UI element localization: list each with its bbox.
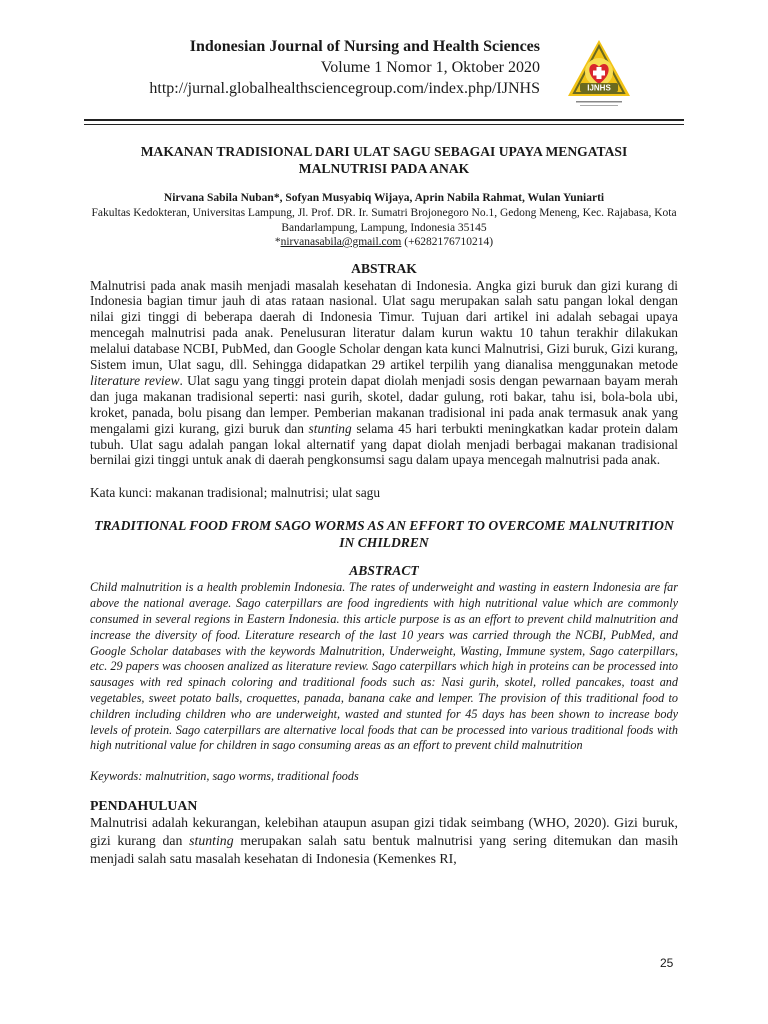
pendahuluan-text (90, 814, 678, 868)
abstrak-heading: ABSTRAK (351, 260, 417, 276)
abstract-keywords: Keywords: malnutrition, sago worms, traditional foods (90, 769, 359, 784)
pendahuluan-italic-stunting: stunting (189, 833, 234, 849)
pendahuluan-text-part2: merupakan salah satu bentuk malnutrisi yang sering ditemukan dan masih menjadi salah satu masalah kesehatan di Indonesia (Kemenkes RI, (90, 833, 678, 867)
pendahuluan-text-part1: Malnutrisi adalah kekurangan, kelebihan ataupun asupan gizi tidak seimbang (WHO, 2020). Gizi buruk, gizi kurang dan (90, 815, 678, 849)
abstrak-text-part2: . Ulat sagu yang tinggi protein dapat diolah menjadi sosis dengan pewarnaan bayam merah dan juga makanan tradisional seperti: nasi gurih, skotel, dadar gulung, roti bakar, tahu isi, bola-bola ubi, kroket, panada, bolu pisang dan lemper. Pemberian makanan tradisional ini pada anak termasuk anak yang mengalami gizi kurang, gizi buruk dan (90, 372, 678, 436)
contact-line (90, 235, 678, 250)
article-authors: Nirvana Sabila Nuban*, Sofyan Musyabiq Wijaya, Aprin Nabila Rahmat, Wulan Yuniarti (163, 192, 605, 204)
journal-title: Indonesian Journal of Nursing and Health Sciences (189, 38, 540, 55)
triangle-heart-logo-icon (566, 38, 632, 110)
english-title: TRADITIONAL FOOD FROM SAGO WORMS AS AN EFFORT TO OVERCOME MALNUTRITION IN CHILDREN (94, 518, 674, 551)
abstrak-keywords: Kata kunci: makanan tradisional; malnutrisi; ulat sagu (90, 485, 381, 501)
article-title: MAKANAN TRADISIONAL DARI ULAT SAGU SEBAGAI UPAYA MENGATASI MALNUTRISI PADA ANAK (140, 144, 628, 176)
journal-info (149, 36, 540, 99)
journal-volume: Volume 1 Nomor 1, Oktober 2020 (320, 59, 540, 76)
pendahuluan-heading: PENDAHULUAN (90, 798, 198, 814)
journal-header (0, 0, 768, 125)
header-rule-thin (84, 124, 684, 125)
author-phone: (+6282176710214) (401, 236, 494, 248)
article-body (90, 143, 678, 868)
header-rule-thick (84, 119, 684, 121)
email-prefix: * (274, 236, 281, 248)
abstrak-text (90, 278, 678, 469)
abstract-text: Child malnutrition is a health problemin Indonesia. The rates of underweight and wasting in eastern Indonesia are far above the national average. Sago caterpillars are food ingredients with high nutritional value which are commonly consumed in several regions in Eastern Indonesia. this article purpose is as an effort to prevent child malnutrition and increase the diversity of food. Literature research of the last 10 years was carried through the NCBI, PubMed, and Google Scholar databases with the keywords Malnutrition, Underweight, Wasting, Immune system, Sago caterpillars, etc. 29 papers was choosen analized as literature review. Sago caterpillars which high in proteins can be processed into sausages with red spinach coloring and traditional foods such as: Nasi gurih, skotel, rolled pancakes, toast and vegetables, sweet potato balls, croquettes, panada, banana cake and lemper. The provision of this traditional food to children including children who are underweight, wasted and stunted for 45 days has been shown to increase body levels of protein. Sago caterpillars are alternative local foods that can be processed into various traditional foods with high nutritional value for children in sago consuming areas as an effort to prevent child malnutrition (90, 580, 678, 753)
abstract-heading: ABSTRACT (349, 563, 419, 579)
logo-text: IJNHS (587, 83, 611, 93)
author-email-link[interactable]: nirvanasabila@gmail.com (280, 236, 402, 248)
abstrak-text-part1: Malnutrisi pada anak masih menjadi masalah kesehatan di Indonesia. Angka gizi buruk dan gizi kurang di Indonesia bagian timur jauh di atas rataan nasional. Ulat sagu merupakan salah satu pangan lokal dengan nilai gizi tinggi di beberapa daerah di Indonesia Timur. Tujuan dari artikel ini adalah sebagai upaya mencegah malnutrisi pada anak. Penelusuran literatur dalam kurun waktu 10 tahun terakhir dilakukan melalui database NCBI, PubMed, dan Google Scholar dengan kata kunci Malnutrisi, Gizi buruk, Gizi kurang, Sistem imun, Ulat sagu, dll. Sehingga didapatkan 29 artikel terpilih yang dianalisa menggunakan metode (90, 277, 678, 373)
abstrak-italic-literature-review: literature review (90, 372, 180, 388)
article-affiliation: Fakultas Kedokteran, Universitas Lampung, Jl. Prof. DR. Ir. Sumatri Brojonegoro No.1, Gedong Meneng, Kec. Rajabasa, Kota Bandarlampung, Lampung, Indonesia 35145 (91, 207, 677, 234)
abstrak-text-part3: selama 45 hari terbukti meningkatkan kadar protein dalam tubuh. Ulat sagu adalah pangan lokal alternatif yang dapat diolah menjadi berbagai makanan tradisional bernilai gizi tinggi untuk anak di daerah pengkonsumsi sagu dalam upaya mencegah malnutrisi pada anak. (90, 420, 678, 468)
page-number: 25 (660, 956, 674, 970)
journal-url[interactable]: http://jurnal.globalhealthsciencegroup.com/index.php/IJNHS (149, 80, 540, 97)
abstrak-italic-stunting: stunting (308, 420, 352, 436)
